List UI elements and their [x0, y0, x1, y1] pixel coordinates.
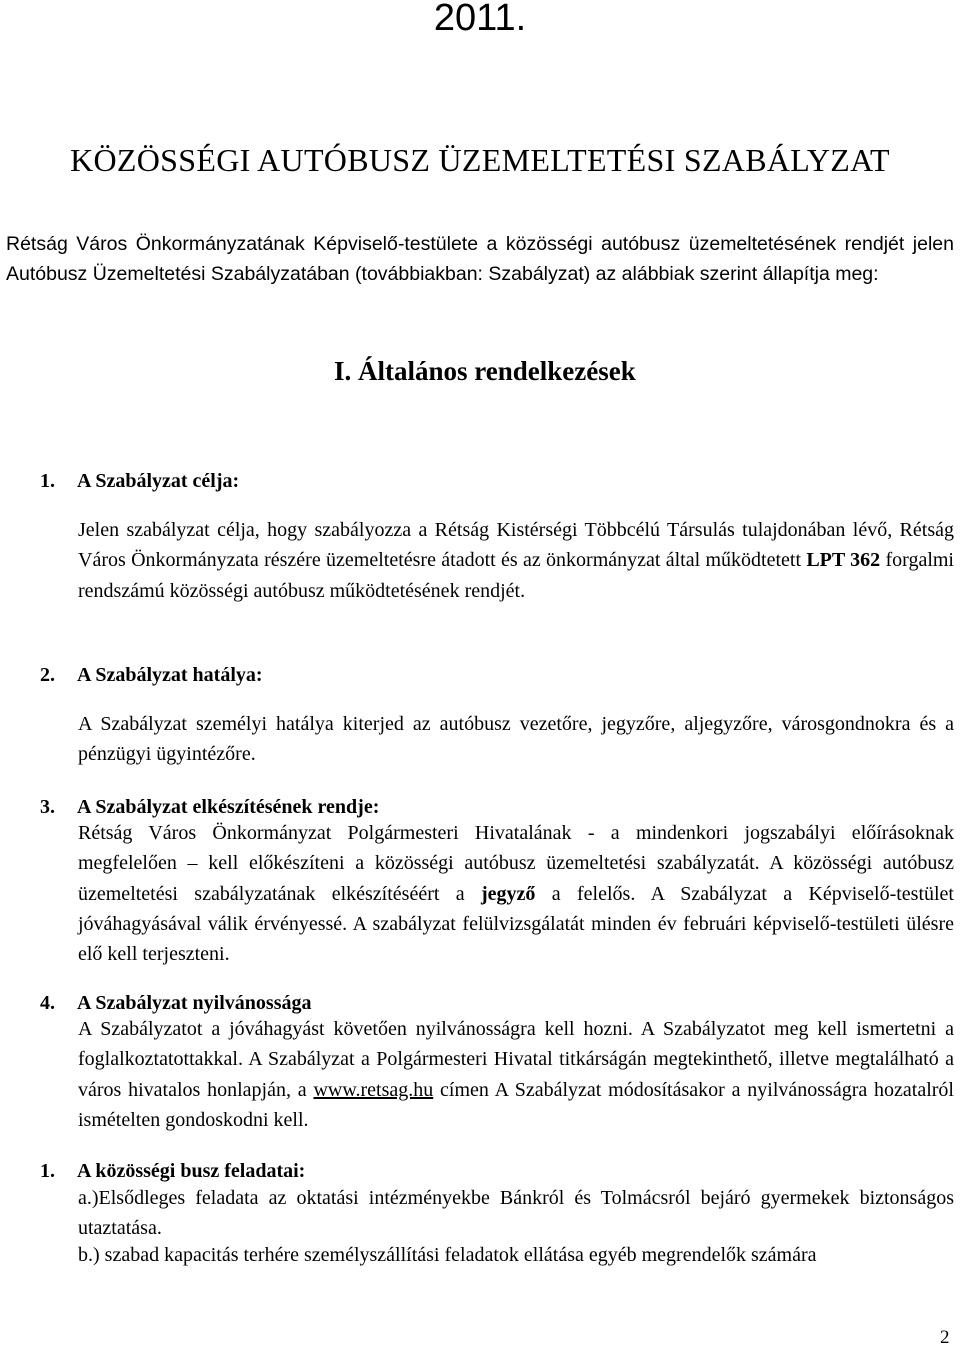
section-heading: I. Általános rendelkezések: [334, 356, 636, 386]
item5-point-a: a.)Elsődleges feladata az oktatási intézményekbe Bánkról és Tolmácsról bejáró gyermekek biztonságos utaztatása.: [78, 1187, 954, 1240]
year-header: 2011.: [433, 0, 527, 39]
intro-paragraph: Rétság Város Önkormányzatának Képviselő-testülete a közösségi autóbusz üzemeltetésének rendjét jelen Autóbusz Üzemeltetési Szabályzatában (továbbiakban: Szabályzat) az alábbiak szerint állapítja meg:: [6, 233, 954, 285]
document-title: KÖZÖSSÉGI AUTÓBUSZ ÜZEMELTETÉSI SZABÁLYZAT: [70, 142, 890, 178]
item4-number: 4.: [40, 992, 55, 1014]
item1-heading-text: A Szabályzat célja:: [77, 470, 240, 492]
item5-point-b: b.) szabad kapacitás terhére személyszállítási feladatok ellátása egyéb megrendelők számára: [78, 1244, 817, 1266]
item5-heading: [40, 1158, 305, 1184]
item4-heading: [40, 990, 311, 1016]
item1-text-before: Jelen szabályzat célja, hogy szabályozza a Rétság Kistérségi Többcélú Társulás tulajdonában lévő, Rétság Város Önkormányzata részére üzemeltetésre átadott és az önkormányzat által működtetett: [78, 519, 954, 572]
item1-paragraph: [78, 515, 954, 606]
item3-heading: [40, 794, 379, 820]
item5-heading-text: A közösségi busz feladatai:: [77, 1160, 306, 1182]
item3-text-before: Rétság Város Önkormányzat Polgármesteri Hivatalának - a mindenkori jogszabályi előírásoknak megfelelően – kell előkészíteni a közösségi autóbusz üzemeltetési szabályzatát. A közösségi autóbusz üzemeltetési szabályzatának elkészítéséért a: [78, 822, 954, 905]
item2-number: 2.: [40, 664, 55, 686]
item5-number: 1.: [40, 1160, 55, 1182]
item3-text-after: a felelős. A Szabályzat a Képviselő-testület jóváhagyásával válik érvényessé. A szabályzat felülvizsgálatát minden év februári képviselő-testületi ülésre elő kell terjeszteni.: [78, 882, 954, 966]
item2-paragraph: A Szabályzat személyi hatálya kiterjed az autóbusz vezetőre, jegyzőre, aljegyzőre, városgondnokra és a pénzügyi ügyintézőre.: [78, 713, 954, 766]
item4-heading-text: A Szabályzat nyilvánossága: [77, 992, 312, 1014]
item2-heading-text: A Szabályzat hatálya:: [77, 664, 263, 686]
item2-heading: [40, 662, 263, 688]
item3-heading-text: A Szabályzat elkészítésének rendje:: [77, 796, 380, 818]
item1-text-after: forgalmi rendszámú közösségi autóbusz működtetésének rendjét.: [78, 549, 954, 602]
item3-paragraph: [78, 818, 954, 969]
item1-heading: [40, 468, 239, 494]
license-plate: LPT 362: [806, 549, 881, 572]
item1-number: 1.: [40, 470, 55, 492]
page-number: 2: [940, 1327, 950, 1348]
item3-number: 3.: [40, 796, 55, 818]
website-link[interactable]: www.retsag.hu: [313, 1078, 434, 1101]
item4-text-after: címen A Szabályzat módosításakor a nyilvánosságra hozatalról ismételten gondoskodni kell.: [78, 1078, 954, 1131]
item4-paragraph: [78, 1014, 954, 1135]
item4-text-before: A Szabályzatot a jóváhagyást követően nyilvánosságra kell hozni. A Szabályzatot meg kell ismertetni a foglalkoztatottakkal. A Szabályzat a Polgármesteri Hivatal titkárságán megtekinthető, illetve megtalálható a város hivatalos honlapján, a: [78, 1018, 954, 1101]
responsible-person: jegyző: [481, 882, 536, 905]
